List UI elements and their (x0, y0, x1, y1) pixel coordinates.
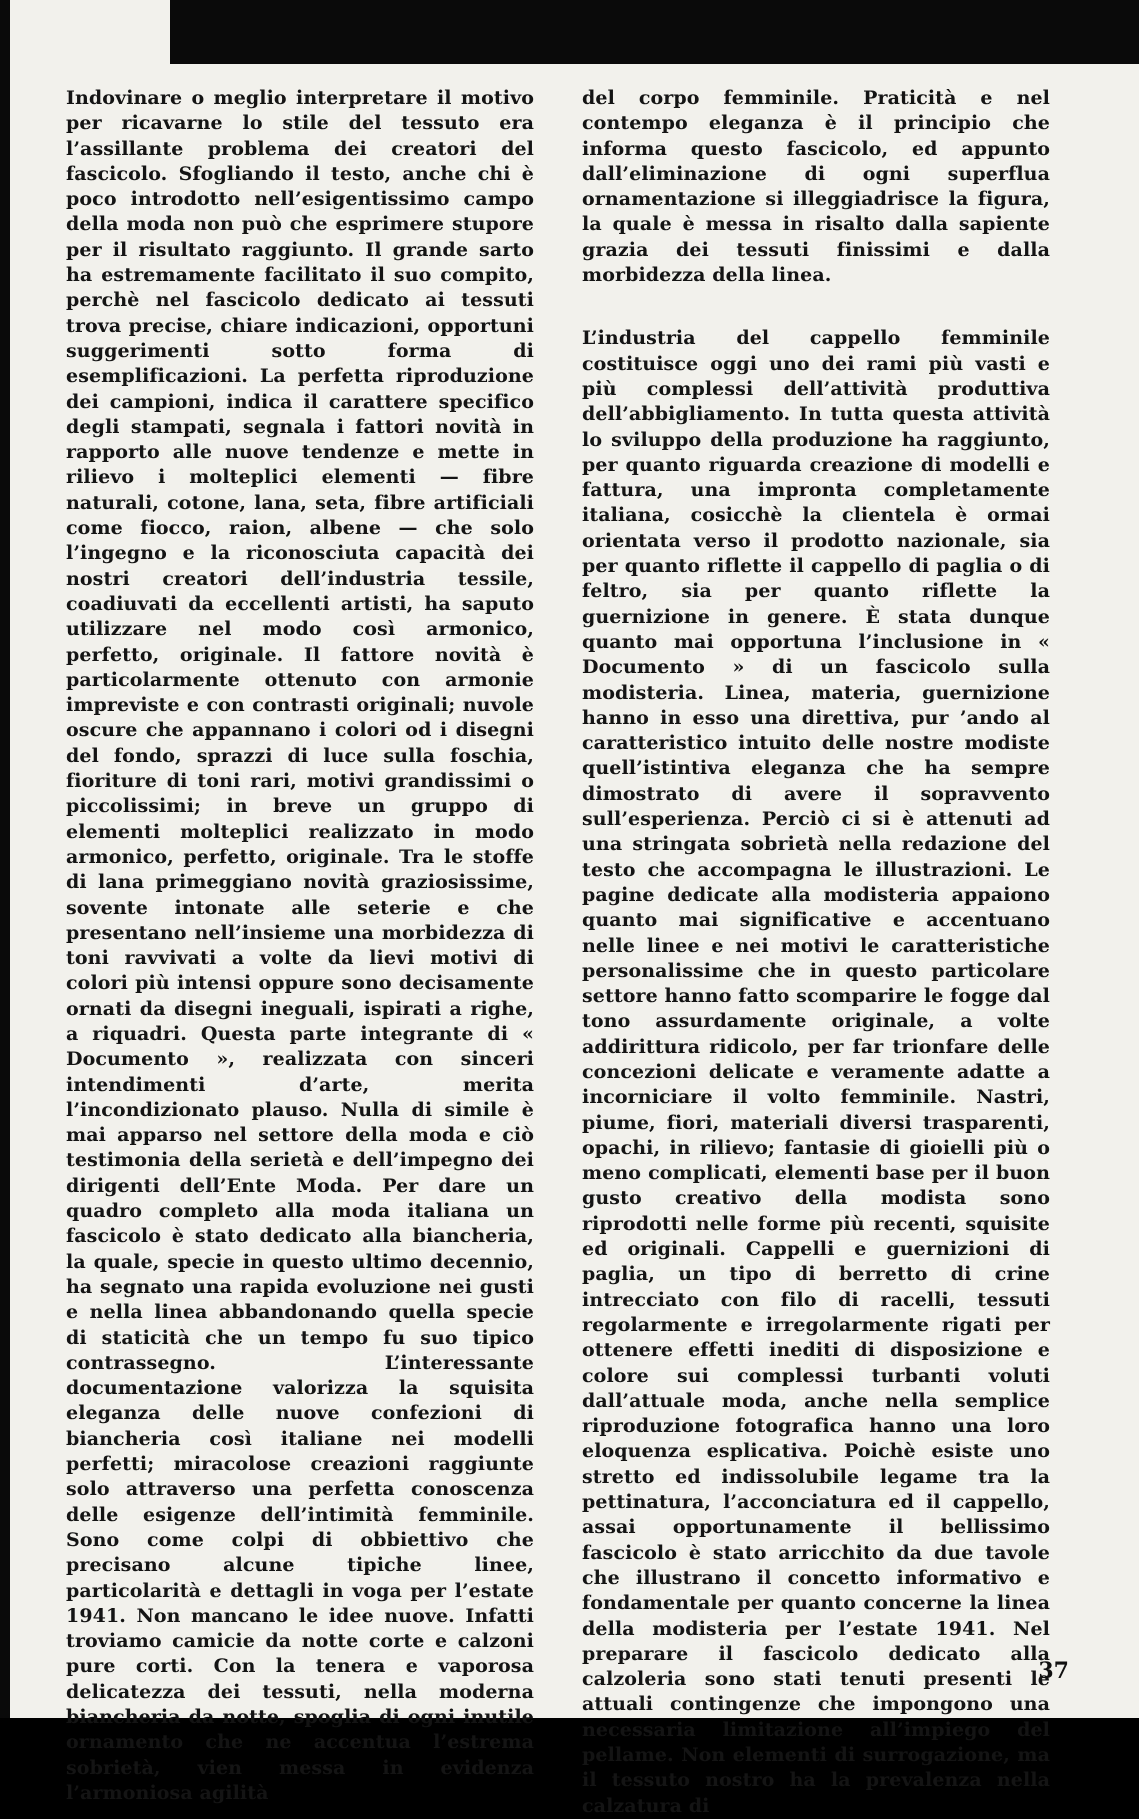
paragraph: Indovinare o meglio interpretare il motivo per ricavarne lo stile del tessuto era l’assillante problema dei creatori del fascicolo. Sfogliando il testo, anche chi è poco introdotto nell’esigentissimo campo della moda non può che esprimere stupore per il risultato raggiunto. Il grande sarto ha estremamente facilitato il suo compito, perchè nel fascicolo dedicato ai tessuti trova precise, chiare indicazioni, opportuni suggerimenti sotto forma di esemplificazioni. La perfetta riproduzione dei campioni, indica il carattere specifico degli stampati, segnala i fattori novità in rapporto alle nuove tendenze e mette in rilievo i molteplici elementi — fibre naturali, cotone, lana, seta, fibre artificiali come fiocco, raion, albene — che solo l’ingegno e la riconosciuta capacità dei nostri creatori dell’industria tessile, coadiuvati da eccellenti artisti, ha saputo utilizzare nel modo così armonico, perfetto, originale. Il fattore novità è particolarmente ottenuto con armonie impreviste e con contrasti originali; nuvole oscure che appannano i colori od i disegni del fondo, sprazzi di luce sulla foschia, fioriture di toni rari, motivi grandissimi o piccolissimi; in breve un gruppo di elementi molteplici realizzato in modo armonico, perfetto, originale. Tra le stoffe di lana primeggiano novità graziosissime, sovente intonate alle seterie e che presentano nell’insieme una morbidezza di toni ravvivati a volte da lievi motivi di colori più intensi oppure sono decisamente ornati da disegni ineguali, ispirati a righe, a riquadri. Questa parte integrante di « Documento », realizzata con sinceri intendimenti d’arte, merita l’incondizionato plauso. Nulla di simile è mai apparso nel settore della moda e ciò testimonia della serietà e dell’impegno dei dirigenti dell’Ente Moda. Per dare un quadro completo alla moda italiana un fascicolo è stato dedicato alla biancheria, la quale, specie in questo ultimo decennio, ha segnato una rapida evoluzione nei gusti e nella linea abbandonando quella specie di staticità che un tempo fu suo tipico contrassegno. L’interessante documentazione valorizza la squisita eleganza delle nuove confezioni di biancheria così italiane nei modelli perfetti; miracolose creazioni raggiunte solo attraverso una perfetta conoscenza delle esigenze dell’intimità femminile. Sono come colpi di obbiettivo che precisano alcune tipiche linee, particolarità e dettagli in voga per l’estate 1941. Non mancano le idee nuove. Infatti troviamo camicie da notte corte e calzoni pure corti. Con la tenera e vaporosa delicatezza dei tessuti, nella moderna biancheria da notte, spoglia di ogni inutile ornamento che ne accentua l’estrema sobrietà, vien messa in evidenza l’armoniosa agilità (66, 87, 534, 1804)
right-text-column (582, 86, 1050, 1819)
page-corner (10, 0, 170, 64)
paragraph: L’industria del cappello femminile costituisce oggi uno dei rami più vasti e più complessi dell’attività produttiva dell’abbigliamento. In tutta questa attività lo sviluppo della produzione ha raggiunto, per quanto riguarda creazione di modelli e fattura, una impronta completamente italiana, cosicchè la clientela è ormai orientata verso il prodotto nazionale, sia per quanto riflette il cappello di paglia o di feltro, sia per quanto riflette la guernizione in genere. È stata dunque quanto mai opportuna l’inclusione in « Documento » di un fascicolo sulla modisteria. Linea, materia, guernizione hanno in esso una direttiva, pur ’ando al caratteristico intuito delle nostre modiste quell’istintiva eleganza che ha sempre dimostrato di avere il sopravvento sull’esperienza. Perciò ci si è attenuti ad una stringata sobrietà nella redazione del testo che accompagna le illustrazioni. Le pagine dedicate alla modisteria appaiono quanto mai significative e accentuano nelle linee e nei motivi le caratteristiche personalissime che in questo particolare settore hanno fatto scomparire le fogge dal tono assurdamente originale, a volte addirittura ridicolo, per far trionfare delle concezioni delicate e veramente adatte a incorniciare il volto femminile. Nastri, piume, fiori, materiali diversi trasparenti, opachi, in rilievo; fantasie di gioielli più o meno complicati, elementi base per il buon gusto creativo della modista sono riprodotti nelle forme più recenti, squisite ed originali. Cappelli e guernizioni di paglia, un tipo di berretto di crine intrecciato con filo di racelli, tessuti regolarmente e irregolarmente rigati per ottenere effetti inediti di disposizione e colore sui complessi turbanti voluti dall’attuale moda, anche nella semplice riproduzione fotografica hanno una loro eloquenza esplicativa. Poichè esiste uno stretto ed indissolubile legame tra la pettinatura, l’acconciatura ed il cappello, assai opportunamente il bellissimo fascicolo è stato arricchito da due tavole che illustrano il concetto informativo e fondamentale per quanto concerne la linea della modisteria per l’estate 1941. Nel preparare il fascicolo dedicato alla calzoleria sono stati tenuti presenti le attuali contingenze che impongono una necessaria limitazione all’impiego del pellame. Non elementi di surrogazione, ma il tessuto nostro ha la prevalenza nella calzatura di (582, 327, 1050, 1817)
left-text-column (66, 86, 534, 1806)
page-number: 37 (1038, 1658, 1069, 1684)
paragraph: del corpo femminile. Praticità e nel contempo eleganza è il principio che informa questo fascicolo, ed appunto dall’eliminazione di ogni superflua ornamentazione si illeggiadrisce la figura, la quale è messa in risalto dalla sapiente grazia dei tessuti finissimi e dalla morbidezza della linea. (582, 87, 1050, 287)
